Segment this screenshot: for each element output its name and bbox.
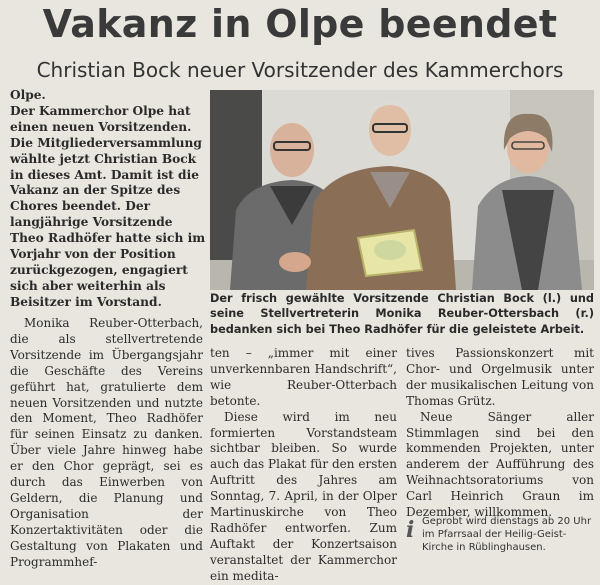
info-box [406,515,594,554]
body-column-1 [10,316,203,571]
body-paragraph: ten – „immer mit einer unverkennbaren Handschrift“, wie Reuber-Otterbach betonte. [210,346,397,408]
photo-of-three-people-handshake-icon [210,90,594,290]
info-icon: i [406,517,415,543]
headline: Vakanz in Olpe beendet [42,2,558,46]
body-paragraph: Diese wird im neu formierten Vorstandsteam sichtbar bleiben. So wurde auch das Plakat für den ersten Auftritt des Jahres am Sonntag, 7. April, in der Olper Martinuskirche von Theo Radhöfer entworfen. Zum Auftakt der Konzertsaison veranstaltet der Kammerchor ein medita- [210,409,397,583]
lead-paragraph [10,88,206,311]
dateline: Olpe. [10,88,46,102]
body-paragraph: tives Passionskonzert mit Chor- und Orgelmusik unter der musikalischen Leitung von Thomas Grütz. [406,346,594,408]
lead-text: Der Kammerchor Olpe hat einen neuen Vorsitzenden. Die Mitgliederversammlung wählte jetzt Christian Bock in dieses Amt. Damit ist die Vakanz an der Spitze des Chores beendet. Der langjährige Vorsitzende Theo Radhöfer hatte sich im Vorjahr von der Position zurückgezogen, engagiert sich aber weiterhin als Beisitzer im Vorstand. [10,103,206,309]
body-column-3 [406,346,594,521]
body-paragraph: Neue Sänger aller Stimmlagen sind bei den kommenden Projekten, unter anderem der Aufführung des Weihnachtsoratoriums von Carl Heinrich Graun im Dezember, willkommen. [406,409,594,520]
article-photo [210,90,594,290]
photo-caption: Der frisch gewählte Vorsitzende Christian Bock (l.) und seine Stellvertreterin Monika Reuber-Ottersbach (r.) bedanken sich bei Theo Radhöfer für die geleistete Arbeit. [210,292,594,336]
body-column-2 [210,346,397,585]
info-text: Geprobt wird dienstags ab 20 Uhr im Pfarrsaal der Heilig-Geist-Kirche in Rüblinghausen. [422,516,592,553]
subheadline: Christian Bock neuer Vorsitzender des Kammerchors [36,58,564,82]
body-paragraph: Monika Reuber-Otterbach, die als stellvertretende Vorsitzende im Übergangsjahr die Geschäfte des Vereins geführt hat, gratulierte dem neuen Vorsitzenden und nutzte den Moment, Theo Radhöfer für seinen Einsatz zu danken. Über viele Jahre hinweg habe er den Chor geprägt, sei es durch das Einwerben von Geldern, die Planung und Organisation der Konzertaktivitäten oder die Gestaltung von Plakaten und Programmhef- [10,316,203,569]
